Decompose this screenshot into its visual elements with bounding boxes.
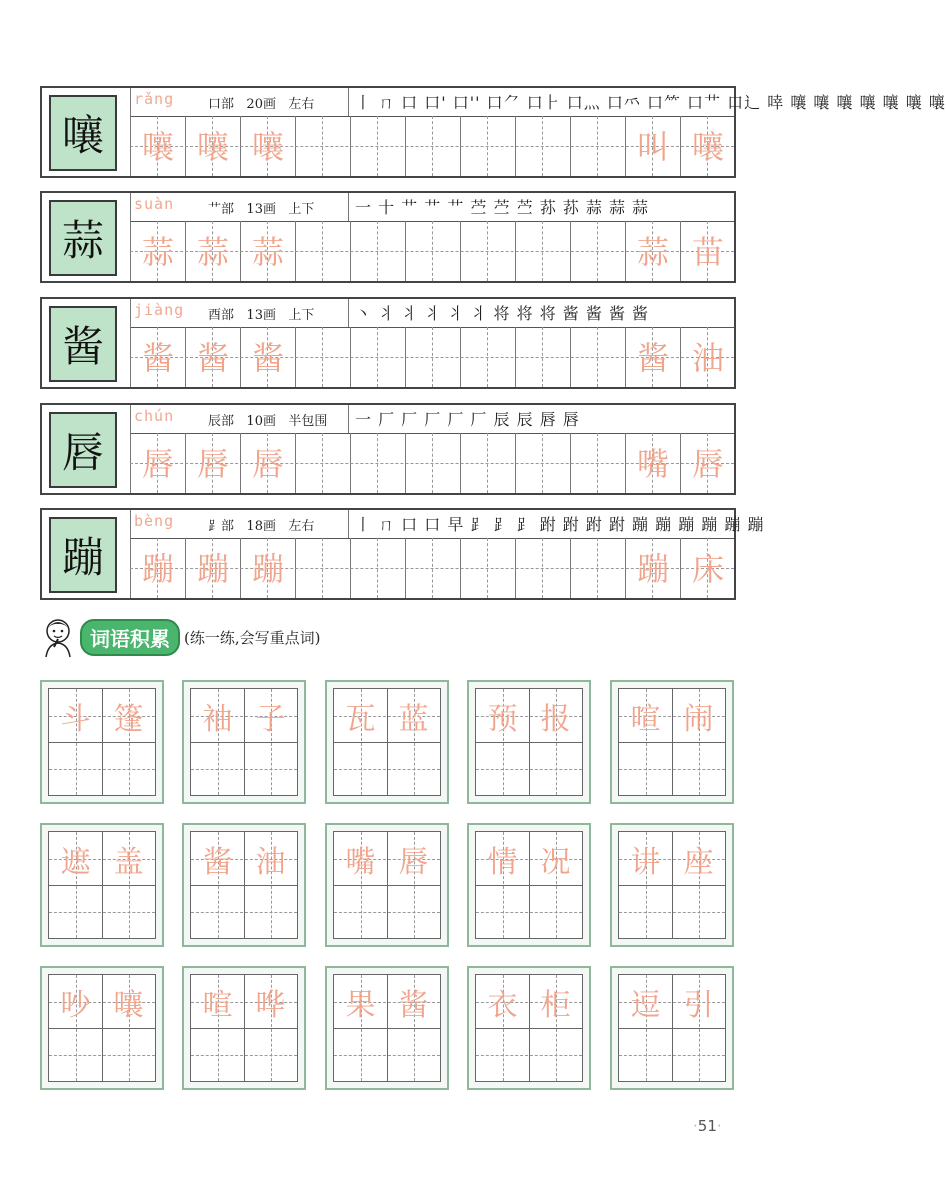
char-info: 辰部 10画 半包围 — [208, 414, 328, 429]
word-character: 嘴 — [636, 445, 669, 483]
writing-grid — [130, 193, 734, 281]
word-character: 情 — [487, 844, 518, 880]
word-character: 衣 — [487, 987, 518, 1023]
stroke-order: 一 十 艹 艹 艹 苎 苎 苎 荪 荪 蒜 蒜 蒜 — [355, 198, 650, 217]
word-character: 子 — [255, 701, 286, 737]
practice-row — [40, 86, 946, 178]
word-character: 斗 — [60, 701, 91, 737]
page-number: ·51· — [693, 1117, 722, 1135]
word-character: 引 — [683, 987, 714, 1023]
word-character: 报 — [540, 701, 571, 737]
word-character: 吵 — [60, 987, 91, 1023]
section-header — [40, 612, 320, 662]
trace-character: 唇 — [251, 445, 284, 483]
stroke-order: 丨 ㄇ 口 口' 口'' 口⺈ 口⺊ 口⺣ 口⺤ 口⺮ 口⺾ 口⻌ 啈 嚷 嚷 嚷 嚷 嚷 嚷 嚷 — [355, 93, 946, 112]
pinyin-label: suàn — [134, 195, 175, 213]
practice-row — [40, 297, 736, 389]
word-character: 预 — [487, 701, 518, 737]
char-info: 艹部 13画 上下 — [208, 202, 315, 217]
practice-row — [40, 403, 736, 495]
word-card — [40, 680, 164, 804]
pinyin-label: jiàng — [134, 301, 185, 319]
char-info: 酉部 13画 上下 — [208, 308, 315, 323]
word-character: 酱 — [636, 339, 669, 377]
model-character: 酱 — [49, 306, 117, 382]
word-character: 酱 — [398, 987, 429, 1023]
word-card — [325, 823, 449, 947]
trace-character: 蹦 — [196, 550, 229, 588]
writing-grid — [130, 510, 765, 598]
practice-row — [40, 508, 765, 600]
word-card — [467, 966, 591, 1090]
word-character: 袖 — [202, 701, 233, 737]
word-character: 唇 — [691, 445, 724, 483]
word-card — [610, 823, 734, 947]
section-note: (练一练,会写重点词) — [184, 628, 321, 647]
trace-character: 嚷 — [196, 128, 229, 166]
word-card — [182, 680, 306, 804]
trace-character: 酱 — [141, 339, 174, 377]
word-character: 闹 — [683, 701, 714, 737]
trace-character: 嚷 — [251, 128, 284, 166]
word-character: 唇 — [398, 844, 429, 880]
trace-character: 蒜 — [251, 233, 284, 271]
word-character: 嘴 — [345, 844, 376, 880]
word-character: 座 — [683, 844, 714, 880]
trace-character: 唇 — [196, 445, 229, 483]
word-character: 柜 — [540, 987, 571, 1023]
section-title: 词语积累 — [80, 619, 180, 656]
model-character: 唇 — [49, 412, 117, 488]
word-character: 喧 — [202, 987, 233, 1023]
word-character: 油 — [255, 844, 286, 880]
child-icon — [40, 617, 76, 657]
word-character: 果 — [345, 987, 376, 1023]
word-card — [610, 680, 734, 804]
word-character: 嚷 — [691, 128, 724, 166]
trace-character: 酱 — [196, 339, 229, 377]
word-card — [325, 680, 449, 804]
char-info: ⻊部 18画 左右 — [208, 519, 315, 534]
word-character: 酱 — [202, 844, 233, 880]
word-character: 讲 — [630, 844, 661, 880]
word-card — [467, 680, 591, 804]
word-character: 篷 — [113, 701, 144, 737]
word-character: 叫 — [636, 128, 669, 166]
word-character: 苗 — [691, 233, 724, 271]
pinyin-label: chún — [134, 407, 175, 425]
trace-character: 嚷 — [141, 128, 174, 166]
word-character: 遮 — [60, 844, 91, 880]
writing-grid — [130, 299, 734, 387]
trace-character: 蹦 — [251, 550, 284, 588]
word-character: 油 — [691, 339, 724, 377]
word-character: 蒜 — [636, 233, 669, 271]
trace-character: 酱 — [251, 339, 284, 377]
word-character: 喧 — [630, 701, 661, 737]
word-character: 蹦 — [636, 550, 669, 588]
char-info: 口部 20画 左右 — [208, 97, 315, 112]
writing-grid — [130, 88, 946, 176]
word-card — [40, 823, 164, 947]
word-character: 瓦 — [345, 701, 376, 737]
word-character: 逗 — [630, 987, 661, 1023]
word-character: 蓝 — [398, 701, 429, 737]
word-card — [610, 966, 734, 1090]
model-character: 蒜 — [49, 200, 117, 276]
word-character: 况 — [540, 844, 571, 880]
word-card — [182, 966, 306, 1090]
word-character: 嚷 — [113, 987, 144, 1023]
model-character: 嚷 — [49, 95, 117, 171]
stroke-order: 丶 丬 丬 丬 丬 丬 将 将 将 酱 酱 酱 酱 — [355, 304, 650, 323]
writing-grid — [130, 405, 734, 493]
word-character: 盖 — [113, 844, 144, 880]
word-card — [182, 823, 306, 947]
practice-row — [40, 191, 736, 283]
stroke-order: 丨 ㄇ 口 口 早 ⻊ ⻊ ⻊ 跗 跗 跗 跗 蹦 蹦 蹦 蹦 蹦 蹦 — [355, 515, 765, 534]
word-character: 床 — [691, 550, 724, 588]
word-character: 哗 — [255, 987, 286, 1023]
word-card — [325, 966, 449, 1090]
trace-character: 唇 — [141, 445, 174, 483]
stroke-order: 一 厂 厂 厂 厂 厂 辰 辰 唇 唇 — [355, 410, 580, 429]
trace-character: 蒜 — [196, 233, 229, 271]
trace-character: 蒜 — [141, 233, 174, 271]
word-card — [40, 966, 164, 1090]
pinyin-label: bèng — [134, 512, 175, 530]
pinyin-label: rǎng — [134, 90, 175, 108]
trace-character: 蹦 — [141, 550, 174, 588]
model-character: 蹦 — [49, 517, 117, 593]
word-card — [467, 823, 591, 947]
